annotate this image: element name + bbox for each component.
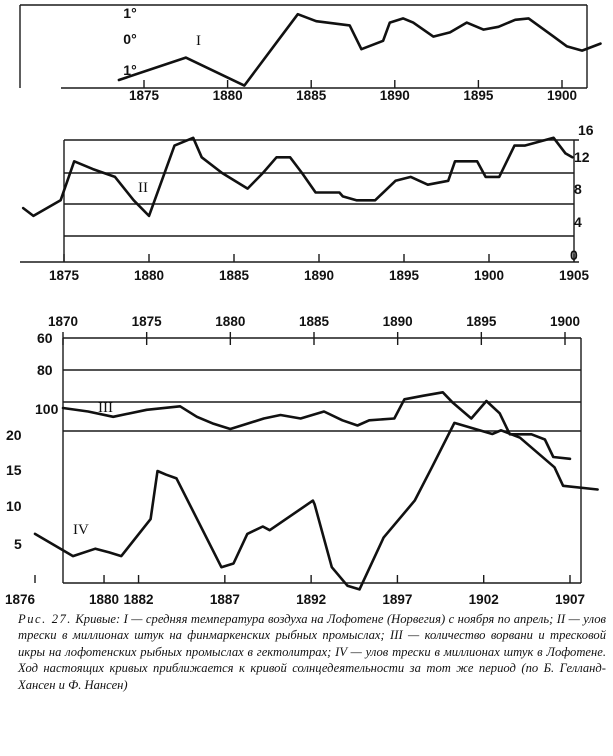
x-tick-label: 1880 bbox=[89, 592, 120, 607]
x-tick-label: 1890 bbox=[382, 314, 413, 329]
y-tick-label: 20 bbox=[6, 427, 22, 443]
y-tick-label: 1° bbox=[123, 5, 137, 21]
y-tick-label: 5 bbox=[14, 536, 22, 552]
y-tick-label: 4 bbox=[574, 214, 582, 230]
x-tick-label: 1902 bbox=[468, 592, 499, 607]
x-tick-label: 1895 bbox=[466, 314, 497, 329]
x-tick-label: 1880 bbox=[215, 314, 246, 329]
y-tick-label: 15 bbox=[6, 462, 22, 478]
x-tick-label: 1907 bbox=[554, 592, 586, 607]
x-tick-label: 1885 bbox=[296, 88, 327, 103]
series-label-IV: IV bbox=[73, 522, 89, 538]
x-tick-label: 1900 bbox=[546, 88, 578, 103]
x-tick-label: 1875 bbox=[128, 88, 160, 103]
y-tick-label: 100 bbox=[35, 401, 59, 417]
series-label-I: I bbox=[196, 33, 201, 49]
x-tick-label: 1876 bbox=[5, 592, 36, 607]
y-tick-label: 12 bbox=[574, 149, 590, 165]
x-tick-label: 1895 bbox=[388, 268, 420, 283]
figure-caption bbox=[18, 611, 606, 693]
x-tick-label: 1892 bbox=[296, 592, 327, 607]
series-line-I bbox=[119, 14, 601, 85]
series-label-III: III bbox=[98, 400, 113, 416]
caption-label: Рис. 27. bbox=[18, 612, 72, 626]
y-tick-label: 0 bbox=[570, 247, 578, 263]
y-tick-label: 80 bbox=[37, 362, 53, 378]
x-tick-label: 1880 bbox=[133, 268, 165, 283]
y-tick-label: 10 bbox=[6, 498, 22, 514]
y-tick-label: 60 bbox=[37, 330, 53, 346]
x-tick-label: 1900 bbox=[549, 314, 581, 329]
series-label-II: II bbox=[138, 180, 148, 196]
y-tick-label: 8 bbox=[574, 181, 582, 197]
y-tick-label: 0° bbox=[123, 31, 137, 47]
x-tick-label: 1870 bbox=[47, 314, 79, 329]
x-tick-label: 1890 bbox=[303, 268, 335, 283]
x-tick-label: 1897 bbox=[382, 592, 413, 607]
x-tick-label: 1885 bbox=[218, 268, 250, 283]
x-tick-label: 1885 bbox=[298, 314, 330, 329]
x-tick-label: 1900 bbox=[473, 268, 505, 283]
x-tick-label: 1882 bbox=[123, 592, 154, 607]
series-line-IV bbox=[35, 423, 598, 590]
y-tick-label: 16 bbox=[578, 122, 594, 138]
x-tick-label: 1887 bbox=[209, 592, 240, 607]
x-tick-label: 1890 bbox=[379, 88, 410, 103]
x-tick-label: 1880 bbox=[212, 88, 243, 103]
y-tick-label: 1° bbox=[123, 62, 137, 78]
x-tick-label: 1895 bbox=[463, 88, 494, 103]
x-tick-label: 1905 bbox=[558, 268, 590, 283]
x-tick-label: 1875 bbox=[48, 268, 80, 283]
x-tick-label: 1875 bbox=[131, 314, 162, 329]
chart-labels bbox=[5, 5, 594, 607]
caption-text: Кривые: I — средняя температура воздуха на Лофотене (Норвегия) с ноября по апрель; II — улов трески в миллионах штук на финмаркенских рыбных промыслах; III — количество ворвани и тресковой икры на лофотенских рыбных промыслах в гектолитрах; IV — улов трески в миллионах штук в Лофотене. Ход настоящих кривых приближается к кривой солнцедеятельности за тот же период (по Б. Гелланд-Хансен и Ф. Нансен) bbox=[18, 612, 606, 692]
